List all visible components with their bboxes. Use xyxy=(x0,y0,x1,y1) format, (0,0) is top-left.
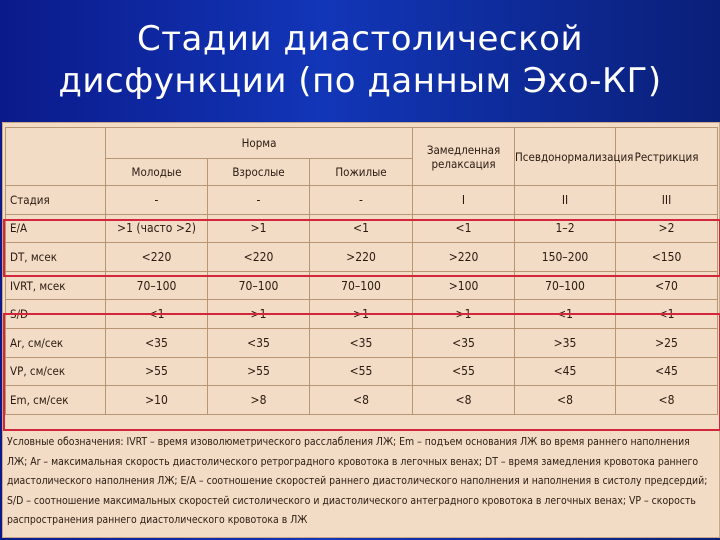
header-row-1 xyxy=(6,128,718,159)
table-cell: >1 xyxy=(208,214,310,243)
table-cell: >1 xyxy=(310,300,413,329)
table-cell: - xyxy=(310,186,413,215)
corner-cell xyxy=(6,128,106,186)
table-cell: >1 (часто >2) xyxy=(106,214,208,243)
table-cell: <55 xyxy=(413,357,515,386)
table-cell: >25 xyxy=(616,328,718,357)
slide-title-line-1: Стадии диастолической xyxy=(136,19,584,59)
table-cell: 150–200 xyxy=(515,243,616,272)
table-cell: II xyxy=(515,186,616,215)
table-cell: <1 xyxy=(106,300,208,329)
table-cell: <150 xyxy=(616,243,718,272)
table-cell: <45 xyxy=(515,357,616,386)
table-cell: <1 xyxy=(616,300,718,329)
table-cell: <35 xyxy=(310,328,413,357)
row-label: IVRT, мсек xyxy=(6,271,106,300)
header-slow-relaxation: Замедленная релаксация xyxy=(413,128,515,186)
table-cell: 70–100 xyxy=(106,271,208,300)
table-cell: >55 xyxy=(208,357,310,386)
row-label: S/D xyxy=(6,300,106,329)
table-row-ivrt xyxy=(6,271,718,300)
header-adult: Взрослые xyxy=(208,159,310,186)
row-label: E/A xyxy=(6,214,106,243)
header-norm: Норма xyxy=(106,128,413,159)
header-restriction: Рестрикция xyxy=(616,128,718,186)
table-cell: >220 xyxy=(310,243,413,272)
table-cell: >55 xyxy=(106,357,208,386)
table-cell: >10 xyxy=(106,386,208,415)
table-cell: <1 xyxy=(310,214,413,243)
table-cell: - xyxy=(106,186,208,215)
table-cell: 70–100 xyxy=(208,271,310,300)
row-label: Em, см/сек xyxy=(6,386,106,415)
table-cell: >8 xyxy=(208,386,310,415)
row-label: Ar, см/сек xyxy=(6,328,106,357)
table-row-dt xyxy=(6,243,718,272)
table-cell: 1–2 xyxy=(515,214,616,243)
table-cell: <35 xyxy=(208,328,310,357)
table-cell: <8 xyxy=(515,386,616,415)
table-cell: <1 xyxy=(515,300,616,329)
table-cell: <1 xyxy=(413,214,515,243)
table-cell: <35 xyxy=(106,328,208,357)
row-label: Стадия xyxy=(6,186,106,215)
table-cell: <220 xyxy=(106,243,208,272)
table-row-vp xyxy=(6,357,718,386)
table-cell: >2 xyxy=(616,214,718,243)
table-row-ar xyxy=(6,328,718,357)
table-cell: <8 xyxy=(616,386,718,415)
table-cell: <220 xyxy=(208,243,310,272)
table-cell: III xyxy=(616,186,718,215)
table-cell: >1 xyxy=(413,300,515,329)
slide-title xyxy=(0,18,720,102)
table-cell: I xyxy=(413,186,515,215)
table-cell: <8 xyxy=(310,386,413,415)
row-label: VP, см/сек xyxy=(6,357,106,386)
table-cell: <8 xyxy=(413,386,515,415)
table-row-stage xyxy=(6,186,718,215)
header-pseudonormalization: Псевдонормализация xyxy=(515,128,616,186)
header-young: Молодые xyxy=(106,159,208,186)
table-cell: <45 xyxy=(616,357,718,386)
legend-notes: Условные обозначения: IVRT – время изоволюметрического расслабления ЛЖ; Em – подъем основания ЛЖ во время раннего наполнения ЛЖ; Ar – максимальная скорость диастолического ретроградного кровотока в легочных венах; DT – время замедления кровотока раннего диастолического наполнения ЛЖ; E/A – соотношение скоростей раннего диастолического наполнения и наполнения в систолу предсердий; S/D – соотношение максимальных скоростей систолического и диастолического антеградного кровотока в легочных венах; VP – скорость распространения раннего диастолического кровотока в ЛЖ xyxy=(7,436,708,526)
table-row-sd xyxy=(6,300,718,329)
table-cell: <55 xyxy=(310,357,413,386)
table-cell: >100 xyxy=(413,271,515,300)
table-cell: >1 xyxy=(208,300,310,329)
table-cell: >35 xyxy=(515,328,616,357)
table-cell: 70–100 xyxy=(515,271,616,300)
header-elderly: Пожилые xyxy=(310,159,413,186)
table-panel xyxy=(2,122,720,538)
row-label: DT, мсек xyxy=(6,243,106,272)
table-cell: <35 xyxy=(413,328,515,357)
table-row-em xyxy=(6,386,718,415)
slide-title-line-2: дисфункции (по данным Эхо-КГ) xyxy=(58,61,662,101)
table-cell: 70–100 xyxy=(310,271,413,300)
table-cell: - xyxy=(208,186,310,215)
table-row-ea xyxy=(6,214,718,243)
stages-table xyxy=(5,127,718,415)
table-cell: >220 xyxy=(413,243,515,272)
table-cell: <70 xyxy=(616,271,718,300)
